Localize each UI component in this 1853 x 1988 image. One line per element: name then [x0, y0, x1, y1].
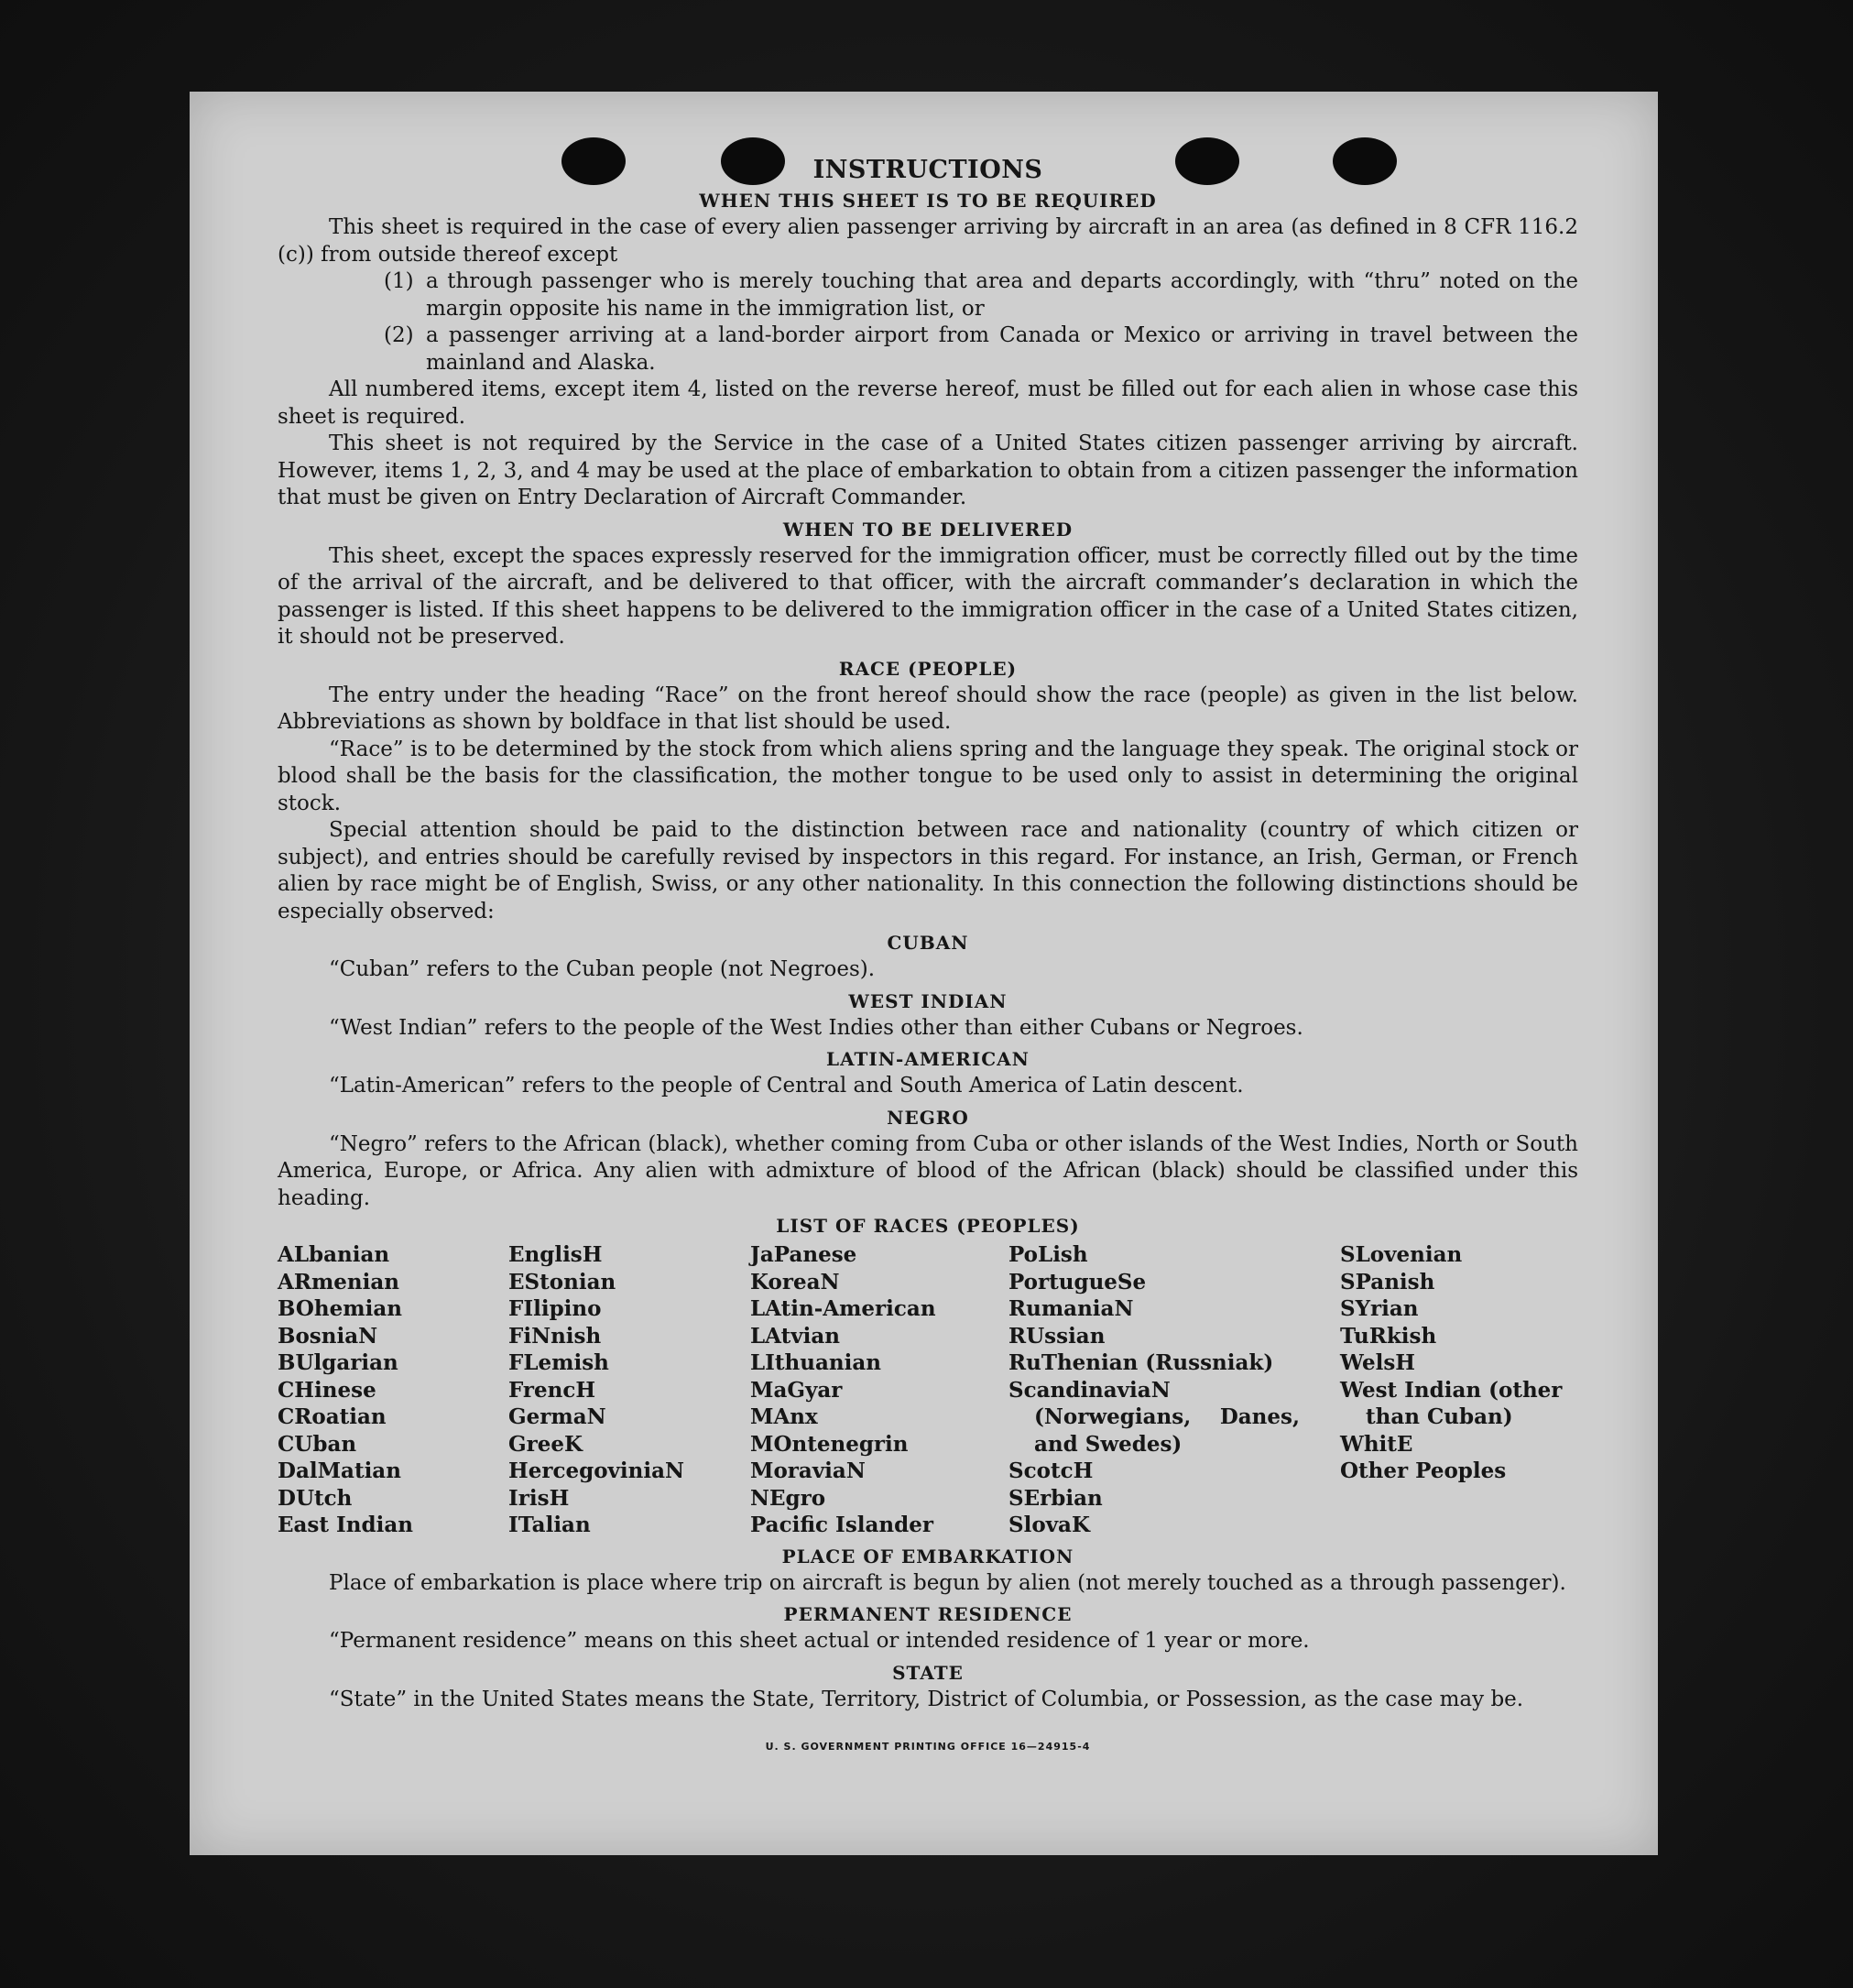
- race-entry: ALbanian: [278, 1242, 390, 1267]
- race-entry: MAnx: [750, 1404, 818, 1429]
- exception-number: (1): [384, 269, 414, 293]
- race-entry: PortugueSe: [1008, 1269, 1147, 1294]
- race-entry: MaGyar: [750, 1377, 843, 1403]
- section-heading-west-indian: WEST INDIAN: [848, 989, 1008, 1012]
- race-entry: SlovaK: [1008, 1513, 1090, 1537]
- race-entry: MOntenegrin: [750, 1431, 909, 1457]
- race-entry: LIthuanian: [750, 1350, 881, 1375]
- race-entry: Pacific Islander: [750, 1513, 933, 1537]
- race-entry: DUtch: [278, 1485, 353, 1511]
- race-entry: JaPanese: [750, 1242, 857, 1267]
- race-entry: ScotcH: [1008, 1458, 1094, 1483]
- race-entry: ScandinaviaN (Norwegians, Danes, and Swedes): [1008, 1377, 1300, 1457]
- race-entry: DalMatian: [278, 1458, 401, 1483]
- race-entry: EStonian: [508, 1269, 616, 1294]
- negro-text: “Negro” refers to the African (black), whether coming from Cuba or other islands of the West Indies, North or South America, Europe, or Africa. Any alien with admixture of blood of the African (black) should be classified under this heading.: [278, 1131, 1578, 1210]
- printing-office-imprint: U. S. GOVERNMENT PRINTING OFFICE 16—24915-4: [765, 1741, 1091, 1753]
- residence-text: “Permanent residence” means on this sheet actual or intended residence of 1 year or more.: [329, 1629, 1310, 1653]
- races-column: [1340, 1241, 1578, 1539]
- section-heading-races-list: LIST OF RACES (PEOPLES): [776, 1215, 1080, 1237]
- section-heading-embarkation: PLACE OF EMBARKATION: [781, 1545, 1074, 1567]
- race-entry: FrencH: [508, 1377, 596, 1403]
- race-entry: West Indian (other than Cuban): [1340, 1377, 1563, 1429]
- west-indian-text: “West Indian” refers to the people of the West Indies other than either Cubans or Negroes.: [329, 1015, 1303, 1040]
- section-heading-residence: PERMANENT RESIDENCE: [783, 1603, 1073, 1625]
- race-paragraph: “Race” is to be determined by the stock from which aliens spring and the language they speak. The original stock or blood shall be the basis for the classification, the mother tongue to be used only to assist in determining the original stock.: [278, 737, 1578, 815]
- race-paragraph: Special attention should be paid to the distinction between race and nationality (country of which citizen or subject), and entries should be carefully revised by inspectors in this regard. For instance, an Irish, German, or French alien by race might be of English, Swiss, or any other nationality. In this connection the following distinctions should be especially observed:: [278, 818, 1578, 923]
- race-entry: WelsH: [1340, 1350, 1416, 1375]
- race-entry: LAtin-American: [750, 1296, 936, 1321]
- race-entry: TuRkish: [1340, 1323, 1437, 1349]
- cuban-text: “Cuban” refers to the Cuban people (not Negroes).: [329, 957, 876, 981]
- race-entry: Other Peoples: [1340, 1458, 1507, 1483]
- delivered-text: This sheet, except the spaces expressly reserved for the immigration officer, must be correctly filled out by the time of the arrival of the aircraft, and be delivered to that officer, with the aircraft commander’s declaration in which the passenger is listed. If this sheet happens to be delivered to the immigration officer in the case of a United States citizen, it should not be preserved.: [278, 543, 1578, 649]
- races-column: [750, 1241, 1008, 1539]
- race-entry: SPanish: [1340, 1269, 1435, 1294]
- instructions-body: [278, 154, 1578, 1761]
- race-entry: GermaN: [508, 1404, 606, 1429]
- required-intro: This sheet is required in the case of every alien passenger arriving by aircraft in an area (as defined in 8 CFR 116.2 (c)) from outside thereof except: [278, 215, 1578, 267]
- race-entry: RuThenian (Russniak): [1008, 1350, 1274, 1375]
- race-entry: FiNnish: [508, 1323, 602, 1349]
- state-text: “State” in the United States means the State, Territory, District of Columbia, or Possession, as the case may be.: [329, 1687, 1524, 1711]
- race-entry: East Indian: [278, 1513, 413, 1537]
- section-heading-state: STATE: [892, 1661, 964, 1684]
- section-heading-negro: NEGRO: [887, 1106, 969, 1129]
- page-title: INSTRUCTIONS: [812, 156, 1043, 184]
- exception-number: (2): [384, 323, 414, 347]
- race-paragraph: The entry under the heading “Race” on the front hereof should show the race (people) as given in the list below. Abbreviations as shown by boldface in that list should be used.: [278, 683, 1578, 734]
- section-heading-cuban: CUBAN: [887, 932, 969, 954]
- document-sheet: [190, 92, 1658, 1855]
- section-heading-latin-american: LATIN-AMERICAN: [826, 1048, 1030, 1070]
- race-entry: EnglisH: [508, 1242, 603, 1267]
- races-column: [278, 1241, 508, 1539]
- race-entry: GreeK: [508, 1431, 583, 1457]
- race-entry: BUlgarian: [278, 1350, 398, 1375]
- embarkation-text: Place of embarkation is place where trip on aircraft is begun by alien (not merely touched as a through passenger).: [329, 1570, 1566, 1595]
- race-entry: SLovenian: [1340, 1242, 1463, 1267]
- race-entry: CHinese: [278, 1377, 376, 1403]
- race-entry: SErbian: [1008, 1485, 1103, 1511]
- race-entry: RUssian: [1008, 1323, 1106, 1349]
- race-entry: IrisH: [508, 1485, 570, 1511]
- race-entry: KoreaN: [750, 1269, 840, 1294]
- numbered-items-note: All numbered items, except item 4, listed on the reverse hereof, must be filled out for each alien in whose case this sheet is required.: [278, 377, 1578, 429]
- race-entry: BOhemian: [278, 1296, 402, 1321]
- race-entry: CUban: [278, 1431, 357, 1457]
- race-entry: ITalian: [508, 1513, 591, 1537]
- race-entry: HercegoviniaN: [508, 1458, 685, 1483]
- section-heading-delivered: WHEN TO BE DELIVERED: [782, 518, 1074, 541]
- race-entry: LAtvian: [750, 1323, 840, 1349]
- citizen-note: This sheet is not required by the Service in the case of a United States citizen passenger arriving by aircraft. However, items 1, 2, 3, and 4 may be used at the place of embarkation to obtain from a citizen passenger the information that must be given on Entry Declaration of Aircraft Commander.: [278, 431, 1578, 509]
- race-entry: CRoatian: [278, 1404, 387, 1429]
- race-entry: FIlipino: [508, 1296, 602, 1321]
- races-column: [508, 1241, 750, 1539]
- race-entry: BosniaN: [278, 1323, 378, 1349]
- exception-item: [384, 322, 1578, 377]
- race-entry: ARmenian: [278, 1269, 400, 1294]
- race-entry: MoraviaN: [750, 1458, 866, 1483]
- races-column: [1008, 1241, 1340, 1539]
- latin-american-text: “Latin-American” refers to the people of Central and South America of Latin descent.: [329, 1074, 1244, 1098]
- race-entry: RumaniaN: [1008, 1296, 1134, 1321]
- race-entry: NEgro: [750, 1485, 826, 1511]
- section-heading-required: WHEN THIS SHEET IS TO BE REQUIRED: [699, 190, 1157, 212]
- race-entry: FLemish: [508, 1350, 609, 1375]
- section-heading-race: RACE (PEOPLE): [838, 657, 1018, 680]
- exception-text: a through passenger who is merely touching that area and departs accordingly, with “thru” noted on the margin opposite his name in the immigration list, or: [426, 269, 1578, 321]
- exception-text: a passenger arriving at a land-border airport from Canada or Mexico or arriving in travel between the mainland and Alaska.: [426, 323, 1578, 375]
- race-entry: PoLish: [1008, 1242, 1088, 1267]
- race-entry: WhitE: [1340, 1431, 1413, 1457]
- exception-item: [384, 268, 1578, 322]
- races-list: [278, 1241, 1578, 1539]
- race-entry: SYrian: [1340, 1296, 1419, 1321]
